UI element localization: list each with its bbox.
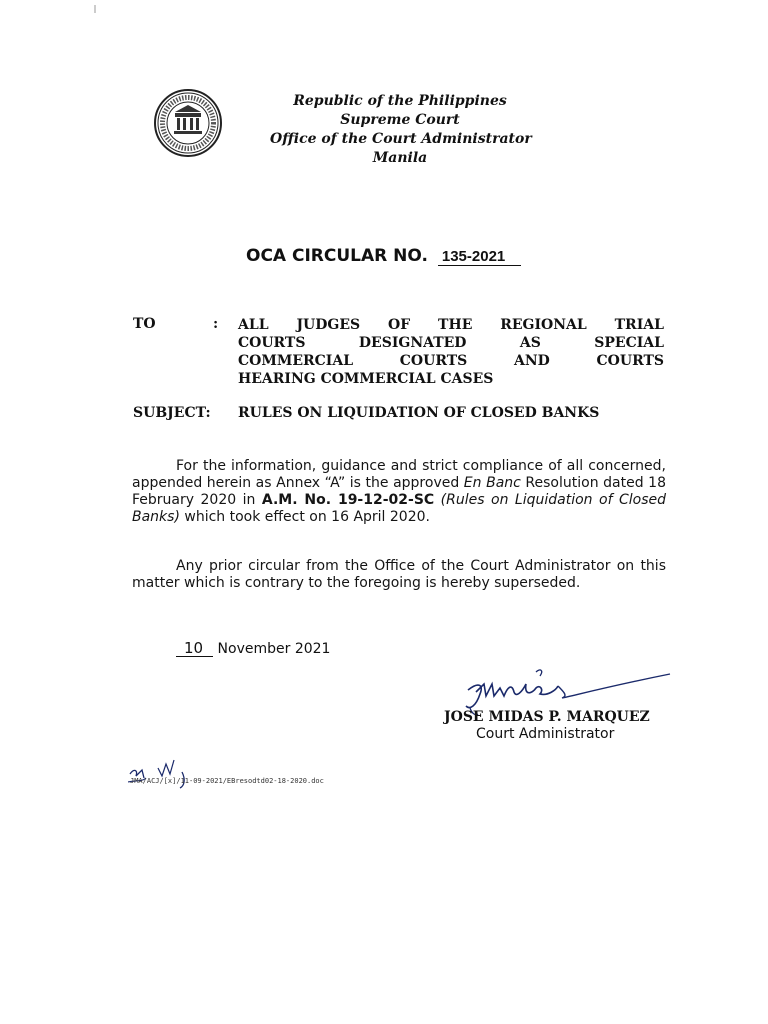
addressee-word: HEARING COMMERCIAL CASES (238, 371, 494, 387)
addressee-line (238, 316, 664, 334)
subject-text: RULES ON LIQUIDATION OF CLOSED BANKS (238, 405, 600, 421)
circular-title (246, 246, 521, 266)
addressee-word: ALL (238, 317, 269, 333)
body-text: Resolution dated 18 February 2020 in (132, 475, 666, 508)
subject-line (133, 405, 599, 421)
addressee-word: THE (438, 317, 473, 333)
addressee-label: TO (133, 316, 156, 332)
addressee-word: OF (388, 317, 411, 333)
letterhead-republic: Republic of the Philippines (293, 93, 507, 109)
letterhead-court: Supreme Court (340, 112, 460, 128)
body-text: For the information, guidance and strict compliance of all concerned, appended herein as Annex “A” is the approved (132, 458, 666, 491)
circular-title-label: OCA CIRCULAR NO. (246, 246, 428, 266)
issue-date (176, 640, 330, 657)
addressee-word: TRIAL (614, 317, 664, 333)
body-text-en-banc: En Banc (463, 475, 521, 491)
file-reference: JMA/ACJ/[x]/11-09-2021/EBresodtd02-18-2020.doc (130, 777, 324, 785)
body-text-rules-title: (Rules on Liquidation of Closed Banks) (132, 492, 666, 525)
body-text-case-number: A.M. No. 19-12-02-SC (261, 492, 435, 508)
addressee-word: SPECIAL (594, 335, 664, 351)
addressee-colon: : (213, 316, 219, 332)
letterhead-office: Office of the Court Administrator (270, 131, 532, 147)
addressee-word: AS (519, 335, 541, 351)
letterhead (270, 92, 530, 168)
addressee-word: JUDGES (296, 317, 361, 333)
addressee-word: DESIGNATED (358, 335, 467, 351)
addressee-word: AND (513, 353, 550, 369)
signatory-name: JOSE MIDAS P. MARQUEZ (444, 709, 650, 725)
addressee-text (238, 316, 664, 388)
letterhead-city: Manila (372, 150, 428, 166)
addressee-line (238, 334, 664, 352)
addressee-word: COURTS (238, 335, 306, 351)
addressee-word: REGIONAL (500, 317, 587, 333)
addressee-word: COURTS (596, 353, 664, 369)
addressee-line (238, 352, 664, 370)
issue-date-month-year: November 2021 (217, 641, 331, 657)
body-text: which took effect on 16 April 2020. (179, 509, 430, 525)
subject-label: SUBJECT: (133, 405, 211, 421)
scan-mark (93, 5, 97, 13)
body-paragraph-2 (132, 558, 666, 592)
addressee-word: COURTS (399, 353, 468, 369)
body-text: Any prior circular from the Office of the Court Administrator on this matter which is contrary to the foregoing is hereby superseded. (132, 558, 666, 591)
body-paragraph-1 (132, 458, 666, 526)
supreme-court-seal-icon (153, 88, 223, 158)
addressee-word: COMMERCIAL (238, 353, 354, 369)
circular-number: 135-2021 (438, 248, 521, 266)
addressee-line (238, 370, 664, 388)
issue-date-day: 10 (176, 640, 213, 657)
signatory-title: Court Administrator (476, 726, 615, 742)
